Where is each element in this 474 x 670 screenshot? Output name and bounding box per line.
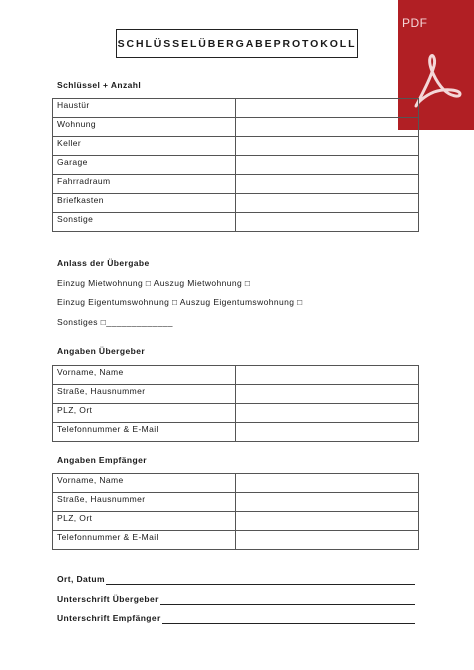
receiver-field-value[interactable] [236, 512, 419, 531]
table-row [53, 175, 419, 194]
table-row [53, 213, 419, 232]
receiver-field-label: Telefonnummer & E-Mail [53, 531, 236, 550]
giver-field-label: Vorname, Name [53, 366, 236, 385]
receiver-field-value[interactable] [236, 474, 419, 493]
table-row [53, 156, 419, 175]
key-count-field[interactable] [236, 156, 419, 175]
receiver-signature-line[interactable] [57, 613, 415, 624]
giver-field-value[interactable] [236, 404, 419, 423]
key-label: Briefkasten [53, 194, 236, 213]
giver-signature-blank[interactable] [160, 594, 415, 605]
receiver-field-label: Vorname, Name [53, 474, 236, 493]
giver-field-label: Straße, Hausnummer [53, 385, 236, 404]
document-title [116, 29, 358, 58]
giver-signature-label: Unterschrift Übergeber [57, 594, 159, 604]
table-row [53, 404, 419, 423]
giver-field-value[interactable] [236, 385, 419, 404]
place-date-label: Ort, Datum [57, 574, 105, 584]
key-label: Haustür [53, 99, 236, 118]
occasion-line-ownership[interactable]: Einzug Eigentumswohnung □ Auszug Eigentumswohnung □ [57, 297, 303, 307]
key-count-field[interactable] [236, 175, 419, 194]
key-count-field[interactable] [236, 137, 419, 156]
table-row [53, 423, 419, 442]
table-row [53, 137, 419, 156]
giver-field-label: Telefonnummer & E-Mail [53, 423, 236, 442]
receiver-signature-label: Unterschrift Empfänger [57, 613, 161, 623]
giver-field-value[interactable] [236, 423, 419, 442]
table-row [53, 493, 419, 512]
pdf-label: PDF [402, 16, 428, 30]
document-title-text: SCHLÜSSELÜBERGABEPROTOKOLL [117, 37, 357, 50]
table-row [53, 194, 419, 213]
key-count-field[interactable] [236, 194, 419, 213]
key-count-field[interactable] [236, 213, 419, 232]
receiver-signature-blank[interactable] [162, 613, 415, 624]
key-label: Sonstige [53, 213, 236, 232]
giver-signature-line[interactable] [57, 594, 415, 605]
receiver-table [52, 473, 419, 550]
key-label: Keller [53, 137, 236, 156]
table-row [53, 366, 419, 385]
receiver-field-value[interactable] [236, 531, 419, 550]
occasion-heading: Anlass der Übergabe [57, 258, 150, 268]
key-label: Fahrradraum [53, 175, 236, 194]
key-count-field[interactable] [236, 99, 419, 118]
keys-table [52, 98, 419, 232]
keys-heading: Schlüssel + Anzahl [57, 80, 142, 90]
key-label: Garage [53, 156, 236, 175]
place-date-blank[interactable] [106, 574, 415, 585]
table-row [53, 531, 419, 550]
table-row [53, 118, 419, 137]
receiver-heading: Angaben Empfänger [57, 455, 147, 465]
occasion-line-move[interactable]: Einzug Mietwohnung □ Auszug Mietwohnung □ [57, 278, 251, 288]
giver-field-value[interactable] [236, 366, 419, 385]
receiver-field-label: Straße, Hausnummer [53, 493, 236, 512]
table-row [53, 99, 419, 118]
occasion-line-other[interactable]: Sonstiges □_____________ [57, 317, 173, 327]
receiver-field-value[interactable] [236, 493, 419, 512]
key-count-field[interactable] [236, 118, 419, 137]
table-row [53, 512, 419, 531]
table-row [53, 385, 419, 404]
giver-heading: Angaben Übergeber [57, 346, 146, 356]
table-row [53, 474, 419, 493]
receiver-field-label: PLZ, Ort [53, 512, 236, 531]
place-date-line[interactable] [57, 574, 415, 585]
giver-field-label: PLZ, Ort [53, 404, 236, 423]
giver-table [52, 365, 419, 442]
key-label: Wohnung [53, 118, 236, 137]
